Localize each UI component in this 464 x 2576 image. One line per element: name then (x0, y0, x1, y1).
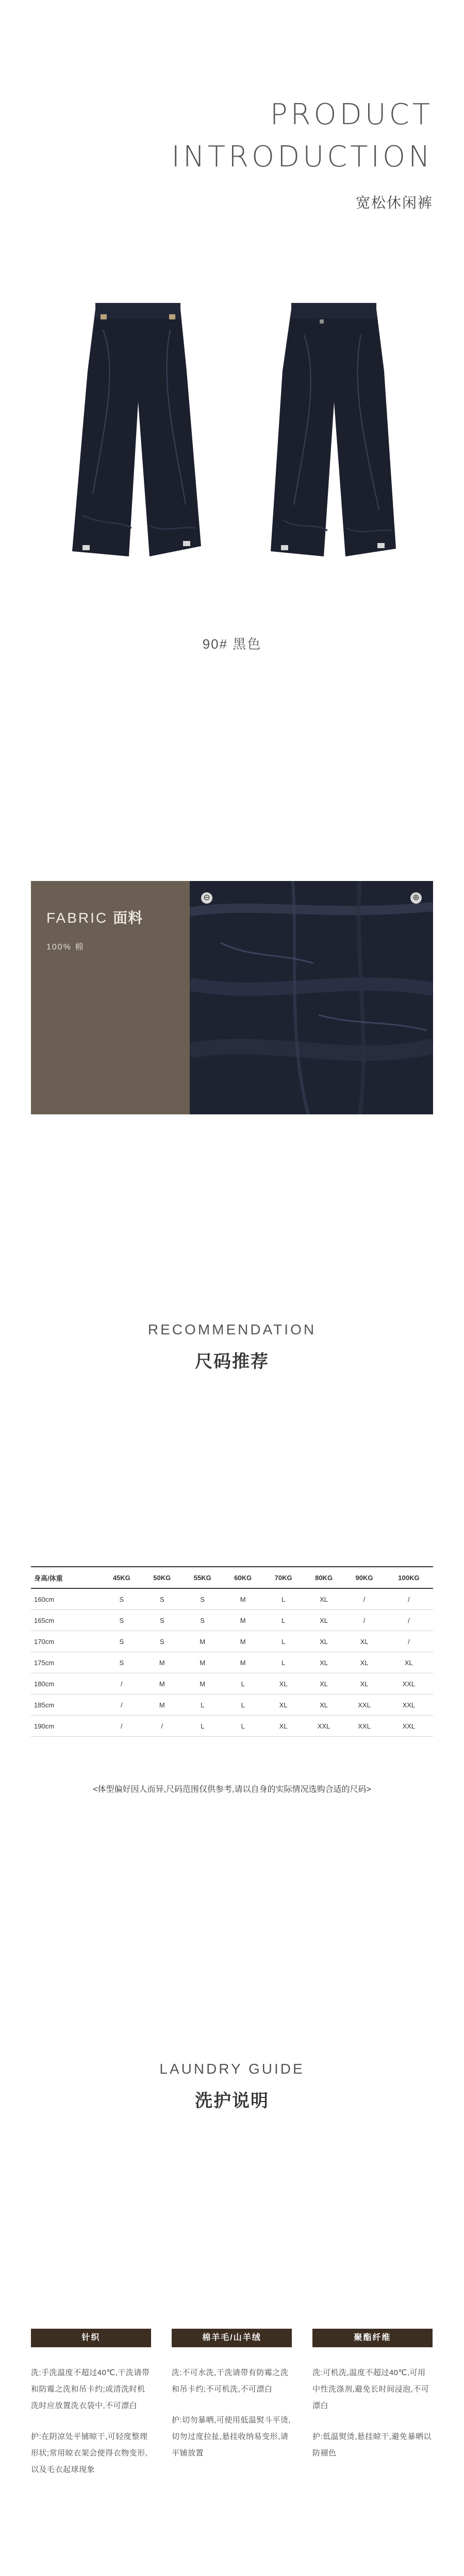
size-table-cell: XL (304, 1652, 344, 1673)
size-table-cell: M (223, 1652, 263, 1673)
size-table-row (31, 1694, 433, 1716)
size-table-cell: S (142, 1610, 182, 1631)
size-note: <体型偏好因人而异,尺码范围仅供参考,请以自身的实际情况选购合适的尺码> (93, 1785, 371, 1794)
header-title-line1: PRODUCT (270, 98, 433, 131)
size-table-cell: XL (304, 1610, 344, 1631)
size-table-cell: XL (263, 1694, 303, 1716)
care-text (172, 2365, 292, 2476)
care-paragraph: 护:在阴凉处平铺晾干,可轻度整理形状;常用晾衣架会使得衣物变形,以及毛衣起球现象 (31, 2432, 148, 2474)
size-table-cell: 190cm (31, 1716, 102, 1737)
product-front-image (72, 299, 201, 567)
size-table-cell: XL (344, 1631, 384, 1652)
size-table-cell: XXL (385, 1673, 433, 1694)
size-table-cell: / (344, 1588, 384, 1610)
size-table-cell: M (183, 1631, 223, 1652)
size-table-cell: M (223, 1610, 263, 1631)
care-paragraph: 洗:可机洗,温度不超过40℃,可用中性洗涤剂,避免长时间浸泡,不可漂白 (312, 2368, 429, 2410)
size-table-cell: S (102, 1652, 142, 1673)
size-table-cell: XXL (344, 1694, 384, 1716)
care-text (31, 2365, 151, 2493)
size-table-cell: / (385, 1631, 433, 1652)
size-header-cell: 60KG (223, 1567, 263, 1588)
header-subtitle: 宽松休闲裤 (355, 195, 433, 211)
size-table-cell: / (102, 1694, 142, 1716)
zoom-in-icon[interactable]: ⊕ (410, 892, 422, 904)
size-table-cell: XXL (385, 1716, 433, 1737)
size-table-cell: L (263, 1588, 303, 1610)
size-table-cell: S (142, 1631, 182, 1652)
size-table-cell: XL (304, 1694, 344, 1716)
size-table-cell: M (183, 1673, 223, 1694)
size-table-cell: M (142, 1694, 182, 1716)
size-table-cell: M (142, 1652, 182, 1673)
size-table-cell: XL (304, 1673, 344, 1694)
size-header-cell: 90KG (344, 1567, 384, 1588)
size-table-cell: M (183, 1652, 223, 1673)
size-table-cell: M (223, 1631, 263, 1652)
size-header-cell: 身高/体重 (31, 1567, 102, 1588)
laundry-title-cn: 洗护说明 (195, 2091, 269, 2111)
size-table-cell: XXL (304, 1716, 344, 1737)
size-table (31, 1566, 433, 1737)
laundry-title-en: LAUNDRY GUIDE (159, 2061, 305, 2077)
size-header-cell: 70KG (263, 1567, 303, 1588)
size-table-row (31, 1588, 433, 1610)
size-table-cell: / (344, 1610, 384, 1631)
product-back-image (268, 299, 397, 567)
care-paragraph: 护:切勿暴晒,可使用低温熨斗平烫,切勿过度拉扯,悬挂收纳易变形,请平铺放置 (172, 2416, 291, 2458)
size-table-row (31, 1673, 433, 1694)
size-table-cell: XL (344, 1652, 384, 1673)
size-table-cell: XL (304, 1631, 344, 1652)
size-table-cell: L (223, 1694, 263, 1716)
size-table-cell: / (102, 1716, 142, 1737)
size-table-cell: 185cm (31, 1694, 102, 1716)
size-table-cell: S (183, 1588, 223, 1610)
fabric-closeup-graphic (190, 881, 433, 1114)
size-table-cell: S (102, 1610, 142, 1631)
size-table-row (31, 1652, 433, 1673)
size-table-cell: L (183, 1694, 223, 1716)
size-table-cell: L (263, 1652, 303, 1673)
size-header-cell: 50KG (142, 1567, 182, 1588)
size-table-cell: L (223, 1716, 263, 1737)
size-table-cell: L (183, 1716, 223, 1737)
size-header-cell: 45KG (102, 1567, 142, 1588)
size-table-cell: 170cm (31, 1631, 102, 1652)
size-table-cell: XXL (385, 1694, 433, 1716)
size-table-cell: 175cm (31, 1652, 102, 1673)
size-table-cell: L (223, 1673, 263, 1694)
care-paragraph: 洗:不可水洗,干洗请带有防霉之洗和吊卡约;不可机洗,不可漂白 (172, 2368, 289, 2394)
fabric-title-cn: 面料 (113, 910, 143, 926)
size-table-cell: / (385, 1610, 433, 1631)
fabric-title (46, 907, 143, 927)
recommendation-title-en: RECOMMENDATION (147, 1321, 317, 1337)
size-table-cell: / (102, 1673, 142, 1694)
care-heading: 棉羊毛/山羊绒 (172, 2329, 292, 2347)
size-table-row (31, 1631, 433, 1652)
size-table-cell: 160cm (31, 1588, 102, 1610)
size-table-cell: S (183, 1610, 223, 1631)
size-table-row (31, 1610, 433, 1631)
size-table-cell: XXL (344, 1716, 384, 1737)
color-label: 90# 黑色 (202, 636, 262, 652)
size-table-body (31, 1588, 433, 1737)
recommendation-title-cn: 尺码推荐 (195, 1352, 269, 1371)
size-header-cell: 100KG (385, 1567, 433, 1588)
fabric-panel (31, 881, 190, 1114)
size-table-cell: L (263, 1610, 303, 1631)
zoom-out-icon[interactable]: ⊖ (201, 892, 212, 904)
size-table-cell: M (142, 1673, 182, 1694)
care-text (312, 2365, 433, 2476)
size-table-cell: XL (385, 1652, 433, 1673)
size-table-cell: XL (344, 1673, 384, 1694)
size-table-row (31, 1716, 433, 1737)
size-table-cell: M (223, 1588, 263, 1610)
size-table-cell: S (102, 1588, 142, 1610)
size-table-cell: XL (263, 1673, 303, 1694)
size-header-cell: 80KG (304, 1567, 344, 1588)
size-table-cell: / (385, 1588, 433, 1610)
size-header-cell: 55KG (183, 1567, 223, 1588)
size-table-cell: 180cm (31, 1673, 102, 1694)
size-table-cell: 165cm (31, 1610, 102, 1631)
size-table-cell: S (142, 1588, 182, 1610)
fabric-title-en: FABRIC (46, 910, 108, 926)
care-heading: 聚酯纤维 (312, 2329, 433, 2347)
care-paragraph: 洗:手洗温度不超过40℃,干洗请带和防霉之洗和吊卡约;或清洗时机洗时应放置洗衣袋中,不可漂白 (31, 2368, 150, 2410)
size-table-cell: XL (263, 1716, 303, 1737)
header-title-line2: INTRODUCTION (171, 140, 433, 174)
care-paragraph: 护:低温熨烫,悬挂晾干,避免暴晒以防褪色 (312, 2432, 432, 2458)
size-table-cell: S (102, 1631, 142, 1652)
fabric-content: 100% 棉 (46, 943, 85, 952)
fabric-closeup-image (190, 881, 433, 1114)
size-table-header-row (31, 1567, 433, 1588)
care-heading: 针织 (31, 2329, 151, 2347)
size-table-cell: XL (304, 1588, 344, 1610)
size-table-cell: / (142, 1716, 182, 1737)
size-table-cell: L (263, 1631, 303, 1652)
